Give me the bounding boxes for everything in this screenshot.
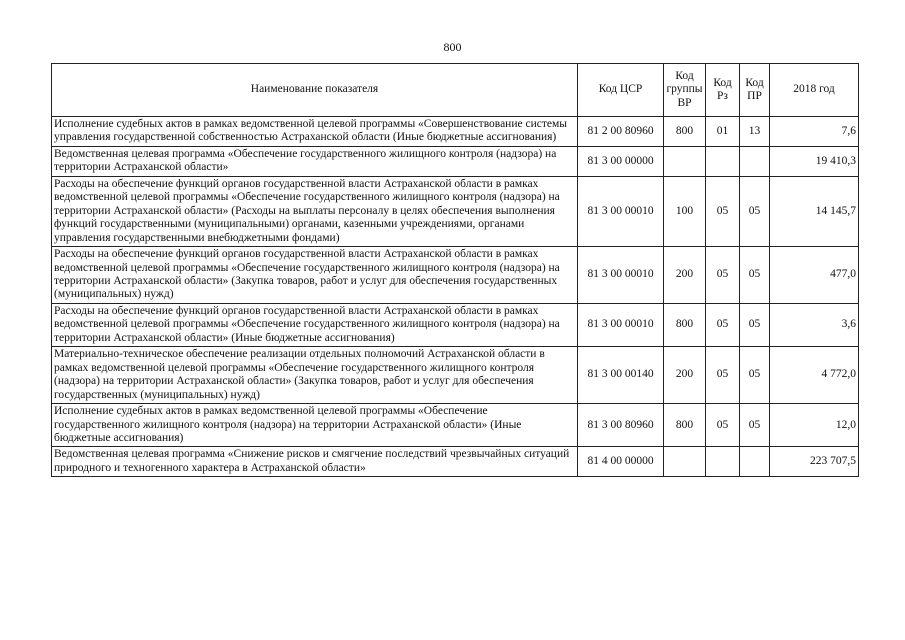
row-vr: 800 bbox=[664, 303, 706, 346]
table-row bbox=[52, 404, 859, 447]
row-name: Расходы на обеспечение функций органов государственной власти Астраханской области в рамках ведомственной целевой программы «Обеспечение государственного жилищного контроля (надзора) на территории Астраханской области» (Закупка товаров, работ и услуг для обеспечения государственных (муниципальных) нужд) bbox=[52, 247, 578, 304]
row-pr: 05 bbox=[740, 303, 770, 346]
row-vr: 200 bbox=[664, 247, 706, 304]
row-pr bbox=[740, 447, 770, 477]
row-name: Исполнение судебных актов в рамках ведомственной целевой программы «Совершенствование системы управления государственной собственностью Астраханской области (Иные бюджетные ассигнования) bbox=[52, 117, 578, 147]
row-amount: 19 410,3 bbox=[770, 146, 859, 176]
row-amount: 223 707,5 bbox=[770, 447, 859, 477]
row-vr bbox=[664, 447, 706, 477]
row-csr: 81 3 00 80960 bbox=[578, 404, 664, 447]
row-csr: 81 3 00 00010 bbox=[578, 247, 664, 304]
row-amount: 3,6 bbox=[770, 303, 859, 346]
row-name: Ведомственная целевая программа «Снижение рисков и смягчение последствий чрезвычайных ситуаций природного и техногенного характера в Астраханской области» bbox=[52, 447, 578, 477]
row-name: Материально-техническое обеспечение реализации отдельных полномочий Астраханской области в рамках ведомственной целевой программы «Обеспечение государственного жилищного контроля (надзора) на территории Астраханской области» (Закупка товаров, работ и услуг для обеспечения государственных (муниципальных) нужд) bbox=[52, 347, 578, 404]
row-name: Исполнение судебных актов в рамках ведомственной целевой программы «Обеспечение государственного жилищного контроля (надзора) на территории Астраханской области» (Иные бюджетные ассигнования) bbox=[52, 404, 578, 447]
row-rz: 05 bbox=[706, 347, 740, 404]
row-rz: 05 bbox=[706, 404, 740, 447]
row-rz: 05 bbox=[706, 303, 740, 346]
col-header-vr: Код группы ВР bbox=[664, 64, 706, 117]
row-csr: 81 3 00 00140 bbox=[578, 347, 664, 404]
row-pr: 05 bbox=[740, 247, 770, 304]
row-name: Ведомственная целевая программа «Обеспечение государственного жилищного контроля (надзора) на территории Астраханской области» bbox=[52, 146, 578, 176]
table-row bbox=[52, 303, 859, 346]
row-vr: 800 bbox=[664, 117, 706, 147]
row-vr: 100 bbox=[664, 176, 706, 246]
col-header-pr: Код ПР bbox=[740, 64, 770, 117]
row-csr: 81 2 00 80960 bbox=[578, 117, 664, 147]
row-amount: 7,6 bbox=[770, 117, 859, 147]
col-header-csr: Код ЦСР bbox=[578, 64, 664, 117]
row-rz bbox=[706, 146, 740, 176]
header-row bbox=[52, 64, 859, 117]
col-header-year: 2018 год bbox=[770, 64, 859, 117]
row-vr: 200 bbox=[664, 347, 706, 404]
table-row bbox=[52, 347, 859, 404]
row-name: Расходы на обеспечение функций органов государственной власти Астраханской области в рамках ведомственной целевой программы «Обеспечение государственного жилищного контроля (надзора) на территории Астраханской области» (Иные бюджетные ассигнования) bbox=[52, 303, 578, 346]
row-pr: 13 bbox=[740, 117, 770, 147]
row-rz: 05 bbox=[706, 176, 740, 246]
table-row bbox=[52, 176, 859, 246]
row-pr: 05 bbox=[740, 176, 770, 246]
row-amount: 4 772,0 bbox=[770, 347, 859, 404]
row-name: Расходы на обеспечение функций органов государственной власти Астраханской области в рамках ведомственной целевой программы «Обеспечение государственного жилищного контроля (надзора) на территории Астраханской области» (Расходы на выплаты персоналу в целях обеспечения выполнения функций государственными (муниципальными) органами, казенными учреждениями, органами управления государственными внебюджетными фондами) bbox=[52, 176, 578, 246]
row-csr: 81 3 00 00010 bbox=[578, 303, 664, 346]
table-row bbox=[52, 117, 859, 147]
row-amount: 477,0 bbox=[770, 247, 859, 304]
row-amount: 14 145,7 bbox=[770, 176, 859, 246]
row-rz: 01 bbox=[706, 117, 740, 147]
row-pr: 05 bbox=[740, 404, 770, 447]
row-rz bbox=[706, 447, 740, 477]
row-pr bbox=[740, 146, 770, 176]
row-vr: 800 bbox=[664, 404, 706, 447]
row-pr: 05 bbox=[740, 347, 770, 404]
row-rz: 05 bbox=[706, 247, 740, 304]
col-header-rz: Код Рз bbox=[706, 64, 740, 117]
table-row bbox=[52, 447, 859, 477]
row-csr: 81 3 00 00010 bbox=[578, 176, 664, 246]
budget-table bbox=[51, 63, 859, 477]
table-row bbox=[52, 146, 859, 176]
row-csr: 81 4 00 00000 bbox=[578, 447, 664, 477]
table-row bbox=[52, 247, 859, 304]
row-csr: 81 3 00 00000 bbox=[578, 146, 664, 176]
row-amount: 12,0 bbox=[770, 404, 859, 447]
col-header-name: Наименование показателя bbox=[52, 64, 578, 117]
row-vr bbox=[664, 146, 706, 176]
page-number: 800 bbox=[443, 40, 462, 54]
